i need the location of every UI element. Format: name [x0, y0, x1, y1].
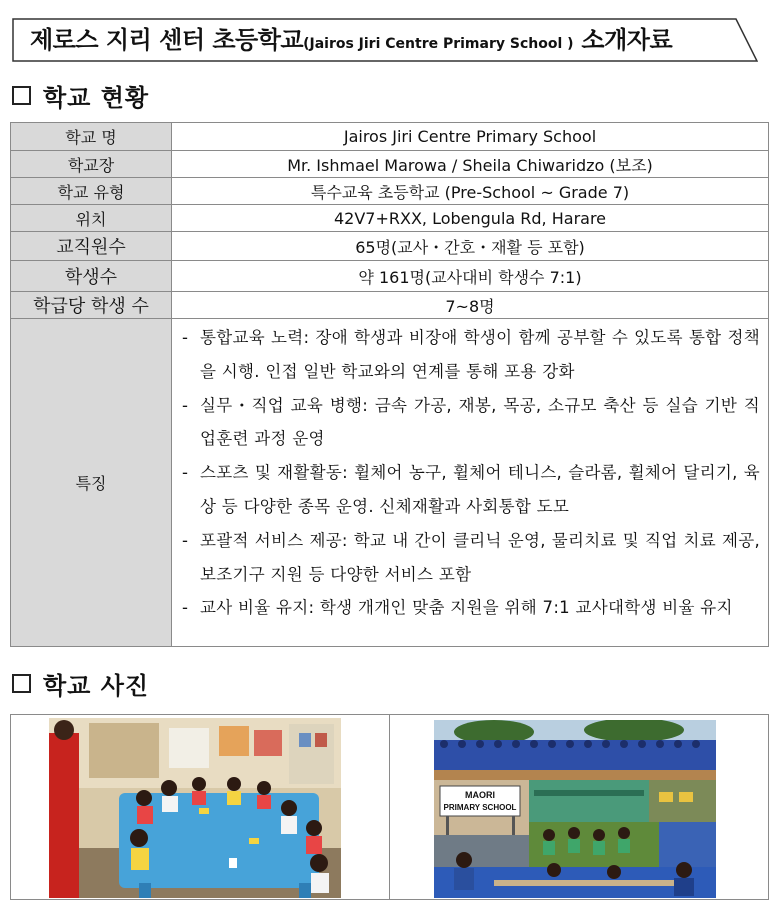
list-item — [182, 389, 760, 457]
row-key: 위치 — [11, 205, 172, 232]
feature-text: 통합교육 노력: 장애 학생과 비장애 학생이 함께 공부할 수 있도록 통합 정책을 시행. 인접 일반 학교와의 연계를 통해 포용 강화 — [200, 328, 760, 381]
feature-text: 실무・직업 교육 병행: 금속 가공, 재봉, 목공, 소규모 축산 등 실습 기반 직업훈련 과정 운영 — [200, 395, 760, 449]
sign-line2: PRIMARY SCHOOL — [443, 803, 517, 812]
classroom-photo — [49, 718, 341, 898]
row-key: 학교 유형 — [11, 178, 172, 205]
list-item — [182, 321, 760, 389]
bullet-dash: - — [182, 463, 189, 483]
list-item — [182, 456, 760, 524]
section-title: 학교 사진 — [43, 671, 150, 700]
checkbox-square-icon — [12, 86, 31, 105]
row-key: 학교장 — [11, 151, 172, 178]
row-value: 특수교육 초등학교 (Pre-School ~ Grade 7) — [172, 178, 769, 205]
feature-text: 포괄적 서비스 제공: 학교 내 간이 클리닉 운영, 물리치료 및 직업 치료 제공, 보조기구 지원 등 다양한 서비스 포함 — [200, 530, 760, 584]
title-suffix: 소개자료 — [573, 26, 673, 54]
section-title: 학교 현황 — [43, 83, 150, 112]
row-value: 42V7+RXX, Lobengula Rd, Harare — [172, 205, 769, 232]
list-item — [182, 524, 760, 592]
document-title — [30, 18, 672, 62]
table-row — [11, 232, 769, 261]
section-header-photos — [12, 668, 149, 698]
list-item — [182, 591, 760, 625]
table-row — [11, 292, 769, 319]
section-header-overview — [12, 80, 149, 110]
table-row — [11, 178, 769, 205]
checkbox-square-icon — [12, 674, 31, 693]
table-row-features — [11, 319, 769, 647]
bullet-dash: - — [182, 530, 189, 550]
school-info-table — [10, 122, 769, 647]
row-value: Jairos Jiri Centre Primary School — [172, 123, 769, 151]
table-row — [11, 205, 769, 232]
photo-cell-right — [389, 715, 768, 899]
photo-table — [10, 714, 769, 900]
row-value: 약 161명(교사대비 학생수 7:1) — [172, 261, 769, 292]
row-key: 학생수 — [11, 261, 172, 292]
table-row — [11, 151, 769, 178]
title-korean: 제로스 지리 센터 초등학교 — [30, 26, 304, 54]
sign-line1: MAORI — [465, 790, 495, 800]
row-value: 65명(교사・간호・재활 등 포함) — [172, 232, 769, 261]
title-banner — [12, 18, 758, 62]
table-row — [11, 261, 769, 292]
features-list — [182, 321, 760, 625]
row-key: 학교 명 — [11, 123, 172, 151]
features-cell — [172, 319, 769, 647]
row-key: 학급당 학생 수 — [11, 292, 172, 319]
title-english: (Jairos Jiri Centre Primary School ) — [303, 36, 574, 52]
feature-text: 교사 비율 유지: 학생 개개인 맞춤 지원을 위해 7:1 교사대학생 비율 유지 — [200, 598, 733, 618]
table-row — [11, 123, 769, 151]
school-collage-photo — [434, 720, 716, 898]
feature-text: 스포츠 및 재활활동: 휠체어 농구, 휠체어 테니스, 슬라롬, 휠체어 달리기, 육상 등 다양한 종목 운영. 신체재활과 사회통합 도모 — [200, 463, 760, 516]
row-key: 특징 — [11, 319, 172, 647]
row-value: 7~8명 — [172, 292, 769, 319]
row-key: 교직원수 — [11, 232, 172, 261]
photo-cell-left — [11, 715, 389, 899]
bullet-dash: - — [182, 395, 189, 415]
bullet-dash: - — [182, 328, 189, 347]
bullet-dash: - — [182, 598, 189, 618]
row-value: Mr. Ishmael Marowa / Sheila Chiwaridzo (보조) — [172, 151, 769, 178]
